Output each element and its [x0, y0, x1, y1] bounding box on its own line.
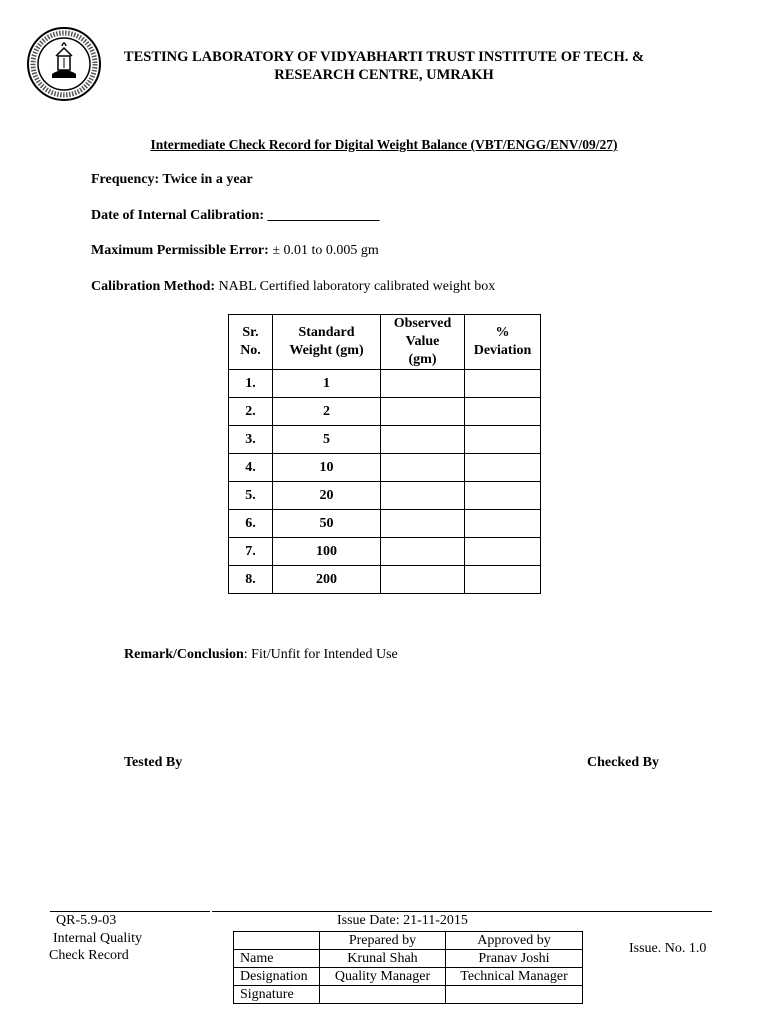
- lab-header: [100, 48, 668, 84]
- cell-sr: 7.: [229, 538, 273, 566]
- table-row: [229, 538, 541, 566]
- mpe-label: Maximum Permissible Error:: [91, 243, 269, 258]
- cell-weight: 100: [273, 538, 381, 566]
- prepared-by-header: Prepared by: [320, 932, 446, 950]
- frequency-field: Frequency: Twice in a year: [91, 172, 253, 187]
- header-std-line1: Standard: [298, 325, 355, 340]
- header-standard-weight: [273, 315, 381, 370]
- cell-deviation[interactable]: [465, 370, 541, 398]
- table-row: [229, 398, 541, 426]
- cell-deviation[interactable]: [465, 538, 541, 566]
- cell-sr: 2.: [229, 398, 273, 426]
- footer-divider-left: [50, 911, 210, 912]
- remark-conclusion: [124, 647, 398, 663]
- header-deviation: [465, 315, 541, 370]
- cell-sr: 4.: [229, 454, 273, 482]
- header-std-line2: Weight (gm): [289, 343, 364, 358]
- calibration-date-field: Date of Internal Calibration: ________________: [91, 208, 380, 223]
- table-row: [229, 482, 541, 510]
- cell-observed[interactable]: [381, 482, 465, 510]
- header-line-2: RESEARCH CENTRE, UMRAKH: [274, 67, 494, 83]
- table-row: [229, 454, 541, 482]
- cell-weight: 50: [273, 510, 381, 538]
- checked-by-label: Checked By: [587, 755, 659, 770]
- name-label: Name: [234, 950, 320, 968]
- table-row: [229, 370, 541, 398]
- footer-doc-number: QR-5.9-03: [56, 913, 117, 928]
- header-line-1: TESTING LABORATORY OF VIDYABHARTI TRUST INSTITUTE OF TECH. &: [123, 49, 645, 65]
- method-label: Calibration Method:: [91, 279, 216, 294]
- cell-weight: 1: [273, 370, 381, 398]
- cell-observed[interactable]: [381, 566, 465, 594]
- approval-row-designation: [234, 968, 583, 986]
- signature-approved[interactable]: [446, 986, 583, 1004]
- table-row: [229, 566, 541, 594]
- cell-sr: 1.: [229, 370, 273, 398]
- footer-divider-right: [212, 911, 712, 912]
- designation-label: Designation: [234, 968, 320, 986]
- approval-row-name: [234, 950, 583, 968]
- remark-value: : Fit/Unfit for Intended Use: [243, 647, 398, 662]
- footer-issue-date: Issue Date: 21-11-2015: [337, 913, 468, 928]
- designation-approved: Technical Manager: [446, 968, 583, 986]
- signature-label: Signature: [234, 986, 320, 1004]
- cell-sr: 6.: [229, 510, 273, 538]
- header-obs-line3: (gm): [408, 352, 437, 367]
- cell-deviation[interactable]: [465, 454, 541, 482]
- signature-prepared[interactable]: [320, 986, 446, 1004]
- cell-weight: 20: [273, 482, 381, 510]
- calibration-table: [228, 314, 541, 594]
- table-row: [229, 510, 541, 538]
- header-obs-line1: Observed: [393, 316, 452, 331]
- cell-observed[interactable]: [381, 510, 465, 538]
- approval-cell-blank: [234, 932, 320, 950]
- cell-sr: 8.: [229, 566, 273, 594]
- cell-observed[interactable]: [381, 538, 465, 566]
- approval-row-signature: [234, 986, 583, 1004]
- cell-deviation[interactable]: [465, 482, 541, 510]
- cell-sr: 5.: [229, 482, 273, 510]
- seal-icon: [26, 26, 102, 102]
- cell-observed[interactable]: [381, 370, 465, 398]
- cell-sr: 3.: [229, 426, 273, 454]
- method-value: NABL Certified laboratory calibrated weight box: [218, 279, 496, 294]
- remark-label: Remark/Conclusion: [124, 647, 244, 662]
- header-sr-line1: Sr.: [242, 325, 259, 340]
- cell-weight: 2: [273, 398, 381, 426]
- approval-row-header: [234, 932, 583, 950]
- cell-weight: 5: [273, 426, 381, 454]
- approval-table: [233, 931, 583, 1004]
- footer-issue-number: Issue. No. 1.0: [629, 941, 707, 956]
- designation-prepared: Quality Manager: [320, 968, 446, 986]
- cell-deviation[interactable]: [465, 426, 541, 454]
- mpe-value: ± 0.01 to 0.005 gm: [272, 243, 379, 258]
- institute-seal-logo: [26, 26, 102, 102]
- footer-doc-name-1: Internal Quality: [53, 931, 143, 946]
- header-sr-no: [229, 315, 273, 370]
- cell-observed[interactable]: [381, 426, 465, 454]
- header-observed-value: [381, 315, 465, 370]
- approved-by-header: Approved by: [446, 932, 583, 950]
- method-field: [91, 279, 495, 295]
- table-row: [229, 426, 541, 454]
- header-dev-line2: Deviation: [473, 343, 532, 358]
- cell-weight: 200: [273, 566, 381, 594]
- header-dev-line1: %: [495, 325, 510, 340]
- document-title: Intermediate Check Record for Digital Weight Balance (VBT/ENGG/ENV/09/27): [150, 137, 618, 152]
- cell-observed[interactable]: [381, 454, 465, 482]
- header-obs-line2: Value: [405, 334, 440, 349]
- cell-deviation[interactable]: [465, 398, 541, 426]
- cell-observed[interactable]: [381, 398, 465, 426]
- cell-weight: 10: [273, 454, 381, 482]
- cell-deviation[interactable]: [465, 510, 541, 538]
- header-sr-line2: No.: [240, 343, 261, 358]
- name-prepared: Krunal Shah: [320, 950, 446, 968]
- tested-by-label: Tested By: [124, 755, 183, 770]
- footer-doc-name-2: Check Record: [49, 948, 129, 963]
- mpe-field: [91, 243, 379, 259]
- name-approved: Pranav Joshi: [446, 950, 583, 968]
- cell-deviation[interactable]: [465, 566, 541, 594]
